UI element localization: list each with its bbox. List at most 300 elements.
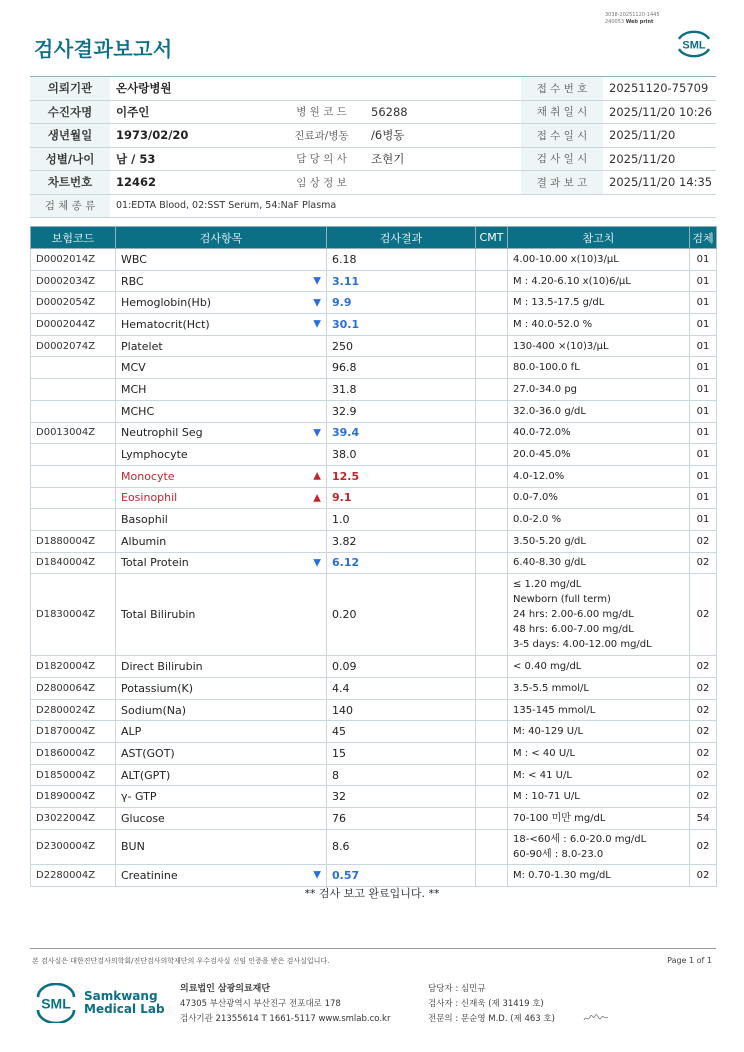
row-reference (508, 808, 690, 830)
reference-line: 130-400 ×(10)3/μL (513, 340, 609, 352)
row-cmt (476, 699, 508, 721)
table-row (31, 864, 717, 886)
row-item-label: Platelet (121, 339, 163, 353)
print-id-line2: 240053 Web print (605, 19, 654, 25)
table-row (31, 829, 717, 864)
header-result: 검사결과 (327, 227, 476, 249)
row-specimen: 01 (690, 314, 717, 336)
row-cmt (476, 487, 508, 509)
row-item (116, 656, 327, 678)
row-specimen: 01 (690, 379, 717, 401)
doctor-label: 담 당 의 사 (278, 147, 365, 171)
table-row (31, 721, 717, 743)
collected-label: 채 취 일 시 (521, 100, 603, 124)
hospital-code-label: 병 원 코 드 (278, 100, 365, 124)
row-result: 15 (327, 743, 476, 765)
header-ref: 참고치 (508, 227, 690, 249)
row-result: 1.0 (327, 509, 476, 531)
row-item-label: Monocyte (121, 469, 175, 483)
row-specimen: 01 (690, 444, 717, 466)
table-row (31, 422, 717, 444)
staff-doctor: 전문의 : 문순영 M.D. (제 463 호) (428, 1014, 555, 1024)
reference-line: 24 hrs: 2.00-6.00 mg/dL (513, 609, 634, 621)
row-item (116, 743, 327, 765)
table-row (31, 552, 717, 574)
footer-divider (30, 948, 716, 949)
row-reference (508, 379, 690, 401)
row-code (31, 444, 116, 466)
row-cmt (476, 357, 508, 379)
row-result: 9.1 (327, 487, 476, 509)
hospital-value: 온사랑병원 (110, 77, 278, 101)
row-reference (508, 270, 690, 292)
info-row (30, 194, 716, 218)
row-code: D2280004Z (31, 864, 116, 886)
row-item (116, 699, 327, 721)
brand-name (84, 990, 165, 1016)
row-cmt (476, 764, 508, 786)
row-result: 8.6 (327, 829, 476, 864)
chart-value: 12462 (110, 171, 278, 195)
staff-tester: 검사자 : 신재욱 (제 31419 호) (428, 999, 544, 1009)
table-row (31, 335, 717, 357)
hospital-code-value: 56288 (365, 100, 501, 124)
row-reference (508, 400, 690, 422)
low-flag-icon: ▼ (313, 869, 321, 881)
row-item-label: Sodium(Na) (121, 703, 186, 717)
reference-line: M : 10-71 U/L (513, 791, 580, 803)
signature-icon (583, 1012, 609, 1024)
reference-line: 3.5-5.5 mmol/L (513, 682, 589, 694)
row-cmt (476, 552, 508, 574)
table-row (31, 270, 717, 292)
row-cmt (476, 335, 508, 357)
row-item-label: MCV (121, 361, 146, 375)
row-reference (508, 764, 690, 786)
report-complete-text: ** 검사 보고 완료입니다. ** (304, 887, 440, 900)
row-specimen: 54 (690, 808, 717, 830)
row-reference (508, 699, 690, 721)
row-result: 0.09 (327, 656, 476, 678)
row-cmt (476, 379, 508, 401)
reference-line: 3.50-5.20 g/dL (513, 535, 586, 547)
row-reference (508, 552, 690, 574)
row-reference (508, 335, 690, 357)
row-code: D3022004Z (31, 808, 116, 830)
staff-info (428, 982, 555, 1027)
row-reference (508, 574, 690, 656)
row-specimen: 02 (690, 574, 717, 656)
row-code: D0002044Z (31, 314, 116, 336)
row-item-label: Glucose (121, 811, 165, 825)
reference-line: < 0.40 mg/dL (513, 661, 582, 673)
brand-line1: Samkwang (84, 989, 158, 1003)
row-item (116, 786, 327, 808)
row-result: 6.12 (327, 552, 476, 574)
row-cmt (476, 864, 508, 886)
row-item (116, 530, 327, 552)
table-row (31, 743, 717, 765)
row-item-label: AST(GOT) (121, 746, 175, 760)
reference-line: M : 40.0-52.0 % (513, 318, 593, 330)
row-result: 31.8 (327, 379, 476, 401)
staff-manager: 담당자 : 심민규 (428, 984, 486, 994)
row-code: D2800024Z (31, 699, 116, 721)
reference-line: M : 13.5-17.5 g/dL (513, 297, 605, 309)
row-reference (508, 721, 690, 743)
row-code: D1840004Z (31, 552, 116, 574)
row-result: 38.0 (327, 444, 476, 466)
row-specimen: 02 (690, 699, 717, 721)
row-specimen: 01 (690, 249, 717, 271)
received-label: 접 수 일 시 (521, 124, 603, 148)
org-contact: 검사기관 21355614 T 1661-5117 www.smlab.co.kr (180, 1014, 391, 1024)
row-result: 140 (327, 699, 476, 721)
reference-line: 4.00-10.00 x(10)3/μL (513, 253, 619, 265)
row-item-label: MCH (121, 382, 147, 396)
sml-logo-icon (675, 28, 713, 60)
sex-age-value: 남 / 53 (110, 147, 278, 171)
patient-info-table (30, 76, 716, 218)
clinical-value (365, 171, 501, 195)
low-flag-icon: ▼ (313, 318, 321, 330)
row-result: 39.4 (327, 422, 476, 444)
row-cmt (476, 292, 508, 314)
received-value: 2025/11/20 (603, 124, 716, 148)
header-spec: 검체 (690, 227, 717, 249)
row-reference (508, 292, 690, 314)
reference-line: 80.0-100.0 fL (513, 362, 580, 374)
table-row (31, 764, 717, 786)
row-reference (508, 530, 690, 552)
row-item (116, 379, 327, 401)
header-item: 검사항목 (116, 227, 327, 249)
table-row (31, 249, 717, 271)
org-info (180, 982, 390, 1027)
logo-text: SML (682, 39, 706, 52)
row-result: 12.5 (327, 465, 476, 487)
table-row (31, 574, 717, 656)
row-specimen: 01 (690, 465, 717, 487)
row-item-label: RBC (121, 274, 144, 288)
low-flag-icon: ▼ (313, 557, 321, 569)
row-code: D1870004Z (31, 721, 116, 743)
row-item (116, 678, 327, 700)
row-code: D0002074Z (31, 335, 116, 357)
row-item (116, 422, 327, 444)
row-specimen: 01 (690, 335, 717, 357)
row-item (116, 574, 327, 656)
row-cmt (476, 400, 508, 422)
row-code (31, 509, 116, 531)
row-cmt (476, 574, 508, 656)
row-item-label: Creatinine (121, 868, 178, 882)
receipt-no-label: 접 수 번 호 (521, 77, 603, 101)
table-row (31, 400, 717, 422)
low-flag-icon: ▼ (313, 275, 321, 287)
row-item (116, 829, 327, 864)
reference-line: 6.40-8.30 g/dL (513, 557, 586, 569)
reference-line: M: 40-129 U/L (513, 726, 584, 738)
row-reference (508, 864, 690, 886)
low-flag-icon: ▼ (313, 297, 321, 309)
row-reference (508, 656, 690, 678)
row-item-label: Direct Bilirubin (121, 660, 203, 674)
high-flag-icon: ▲ (313, 492, 321, 504)
reference-line: 70-100 미만 mg/dL (513, 812, 606, 824)
low-flag-icon: ▼ (313, 427, 321, 439)
reference-line: ≤ 1.20 mg/dL (513, 579, 582, 591)
print-id-line1: 3038-20251120-1445 (605, 12, 660, 18)
table-row (31, 357, 717, 379)
info-row (30, 171, 716, 195)
reference-line: 32.0-36.0 g/dL (513, 405, 586, 417)
reference-line: 3-5 days: 4.00-12.00 mg/dL (513, 639, 652, 651)
print-id (605, 12, 660, 26)
row-specimen: 02 (690, 864, 717, 886)
row-item-label: Total Protein (121, 556, 189, 570)
row-item-label: Neutrophil Seg (121, 426, 203, 440)
row-cmt (476, 721, 508, 743)
row-code: D1890004Z (31, 786, 116, 808)
row-item-label: Eosinophil (121, 491, 178, 505)
row-code (31, 400, 116, 422)
row-specimen: 01 (690, 400, 717, 422)
row-item-label: Potassium(K) (121, 681, 194, 695)
row-reference (508, 743, 690, 765)
reported-value: 2025/11/20 14:35 (603, 171, 716, 195)
row-item (116, 444, 327, 466)
specimen-value: 01:EDTA Blood, 02:SST Serum, 54:NaF Plasma (110, 194, 716, 218)
row-item-label: ALP (121, 725, 142, 739)
row-result: 76 (327, 808, 476, 830)
tested-value: 2025/11/20 (603, 147, 716, 171)
row-reference (508, 357, 690, 379)
row-item-label: γ- GTP (121, 790, 157, 804)
row-item (116, 808, 327, 830)
page-title: 검사결과보고서 (34, 37, 173, 61)
row-result: 6.18 (327, 249, 476, 271)
row-item-label: Hemoglobin(Hb) (121, 296, 212, 310)
reference-line: M: < 41 U/L (513, 769, 572, 781)
chart-label: 차트번호 (30, 171, 110, 195)
table-row (31, 786, 717, 808)
row-cmt (476, 465, 508, 487)
row-item (116, 357, 327, 379)
table-row (31, 699, 717, 721)
reference-line: Newborn (full term) (513, 594, 611, 606)
logo-text: SML (41, 995, 71, 1012)
row-item-label: BUN (121, 840, 145, 854)
clinical-label: 임 상 정 보 (278, 171, 365, 195)
row-result: 3.11 (327, 270, 476, 292)
row-item-label: Lymphocyte (121, 448, 188, 462)
header-cmt: CMT (476, 227, 508, 249)
row-item-label: Basophil (121, 513, 168, 527)
specimen-label: 검 체 종 류 (30, 194, 110, 218)
name-label: 수진자명 (30, 100, 110, 124)
row-cmt (476, 656, 508, 678)
row-cmt (476, 270, 508, 292)
row-reference (508, 249, 690, 271)
reference-line: 20.0-45.0% (513, 449, 571, 461)
reference-line: 18-<60세 : 6.0-20.0 mg/dL (513, 833, 647, 845)
row-item-label: Total Bilirubin (121, 608, 196, 622)
row-reference (508, 314, 690, 336)
row-item (116, 864, 327, 886)
table-row (31, 292, 717, 314)
info-row (30, 147, 716, 171)
row-reference (508, 465, 690, 487)
tested-label: 검 사 일 시 (521, 147, 603, 171)
row-cmt (476, 530, 508, 552)
row-result: 4.4 (327, 678, 476, 700)
row-item (116, 552, 327, 574)
row-specimen: 01 (690, 487, 717, 509)
row-item (116, 487, 327, 509)
certification-text: 본 검사실은 대한진단검사의학회/진단검사의학재단의 우수검사실 신임 인증을 받은 검사실입니다. (32, 957, 330, 965)
header-code: 보험코드 (31, 227, 116, 249)
table-row (31, 530, 717, 552)
row-specimen: 02 (690, 764, 717, 786)
results-body (31, 249, 717, 887)
info-row (30, 124, 716, 148)
row-result: 45 (327, 721, 476, 743)
org-name: 의료법인 삼광의료재단 (180, 984, 271, 994)
row-reference (508, 829, 690, 864)
row-code: D2800064Z (31, 678, 116, 700)
row-result: 250 (327, 335, 476, 357)
row-item (116, 764, 327, 786)
reference-line: 60-90세 : 8.0-23.0 (513, 848, 604, 860)
doctor-value: 조현기 (365, 147, 501, 171)
row-result: 8 (327, 764, 476, 786)
row-specimen: 02 (690, 721, 717, 743)
row-result: 3.82 (327, 530, 476, 552)
row-result: 32.9 (327, 400, 476, 422)
hospital-label: 의뢰기관 (30, 77, 110, 101)
table-row (31, 656, 717, 678)
row-item-label: Hematocrit(Hct) (121, 317, 210, 331)
row-specimen: 01 (690, 270, 717, 292)
row-code (31, 379, 116, 401)
row-code (31, 487, 116, 509)
row-code: D0002034Z (31, 270, 116, 292)
row-code: D0013004Z (31, 422, 116, 444)
row-cmt (476, 509, 508, 531)
row-cmt (476, 808, 508, 830)
row-code: D0002054Z (31, 292, 116, 314)
results-table (30, 226, 717, 887)
brand-line2: Medical Lab (84, 1002, 165, 1016)
reported-label: 결 과 보 고 (521, 171, 603, 195)
row-code: D1830004Z (31, 574, 116, 656)
table-row (31, 487, 717, 509)
row-specimen: 02 (690, 552, 717, 574)
dept-label: 진료과/병동 (278, 124, 365, 148)
birth-value: 1973/02/20 (110, 124, 278, 148)
row-specimen: 02 (690, 786, 717, 808)
row-specimen: 01 (690, 357, 717, 379)
row-item (116, 721, 327, 743)
row-specimen: 02 (690, 530, 717, 552)
row-specimen: 01 (690, 422, 717, 444)
row-cmt (476, 249, 508, 271)
row-cmt (476, 444, 508, 466)
row-item-label: Albumin (121, 534, 167, 548)
row-reference (508, 509, 690, 531)
table-row (31, 314, 717, 336)
row-reference (508, 444, 690, 466)
table-row (31, 379, 717, 401)
results-header-row (31, 227, 717, 249)
info-row (30, 100, 716, 124)
row-code: D1860004Z (31, 743, 116, 765)
row-code: D0002014Z (31, 249, 116, 271)
reference-line: 27.0-34.0 pg (513, 383, 578, 395)
row-cmt (476, 743, 508, 765)
sex-age-label: 성별/나이 (30, 147, 110, 171)
dept-value: /6병동 (365, 124, 501, 148)
high-flag-icon: ▲ (313, 470, 321, 482)
collected-value: 2025/11/20 10:26 (603, 100, 716, 124)
row-result: 30.1 (327, 314, 476, 336)
row-reference (508, 678, 690, 700)
row-item (116, 509, 327, 531)
table-row (31, 509, 717, 531)
table-row (31, 465, 717, 487)
row-code: D1820004Z (31, 656, 116, 678)
reference-line: 4.0-12.0% (513, 470, 565, 482)
row-result: 96.8 (327, 357, 476, 379)
reference-line: M : < 40 U/L (513, 747, 576, 759)
row-specimen: 02 (690, 678, 717, 700)
row-code (31, 357, 116, 379)
row-specimen: 02 (690, 829, 717, 864)
row-cmt (476, 422, 508, 444)
row-result: 9.9 (327, 292, 476, 314)
row-code: D2300004Z (31, 829, 116, 864)
row-result: 0.20 (327, 574, 476, 656)
row-specimen: 01 (690, 509, 717, 531)
row-specimen: 02 (690, 656, 717, 678)
table-row (31, 808, 717, 830)
row-item-label: MCHC (121, 404, 155, 418)
row-item (116, 292, 327, 314)
row-cmt (476, 678, 508, 700)
row-item (116, 314, 327, 336)
row-code: D1880004Z (31, 530, 116, 552)
row-result: 32 (327, 786, 476, 808)
sml-logo-icon (34, 983, 78, 1023)
row-reference (508, 422, 690, 444)
reference-line: 0.0-2.0 % (513, 514, 562, 526)
row-item (116, 465, 327, 487)
row-result: 0.57 (327, 864, 476, 886)
reference-line: M : 4.20-6.10 x(10)6/μL (513, 275, 631, 287)
table-row (31, 444, 717, 466)
org-address: 47305 부산광역시 부산진구 전포대로 178 (180, 999, 341, 1009)
row-reference (508, 487, 690, 509)
row-cmt (476, 314, 508, 336)
row-item (116, 270, 327, 292)
row-reference (508, 786, 690, 808)
reference-line: 40.0-72.0% (513, 427, 571, 439)
birth-label: 생년월일 (30, 124, 110, 148)
reference-line: 48 hrs: 6.00-7.00 mg/dL (513, 624, 634, 636)
row-specimen: 02 (690, 743, 717, 765)
info-row (30, 77, 716, 101)
